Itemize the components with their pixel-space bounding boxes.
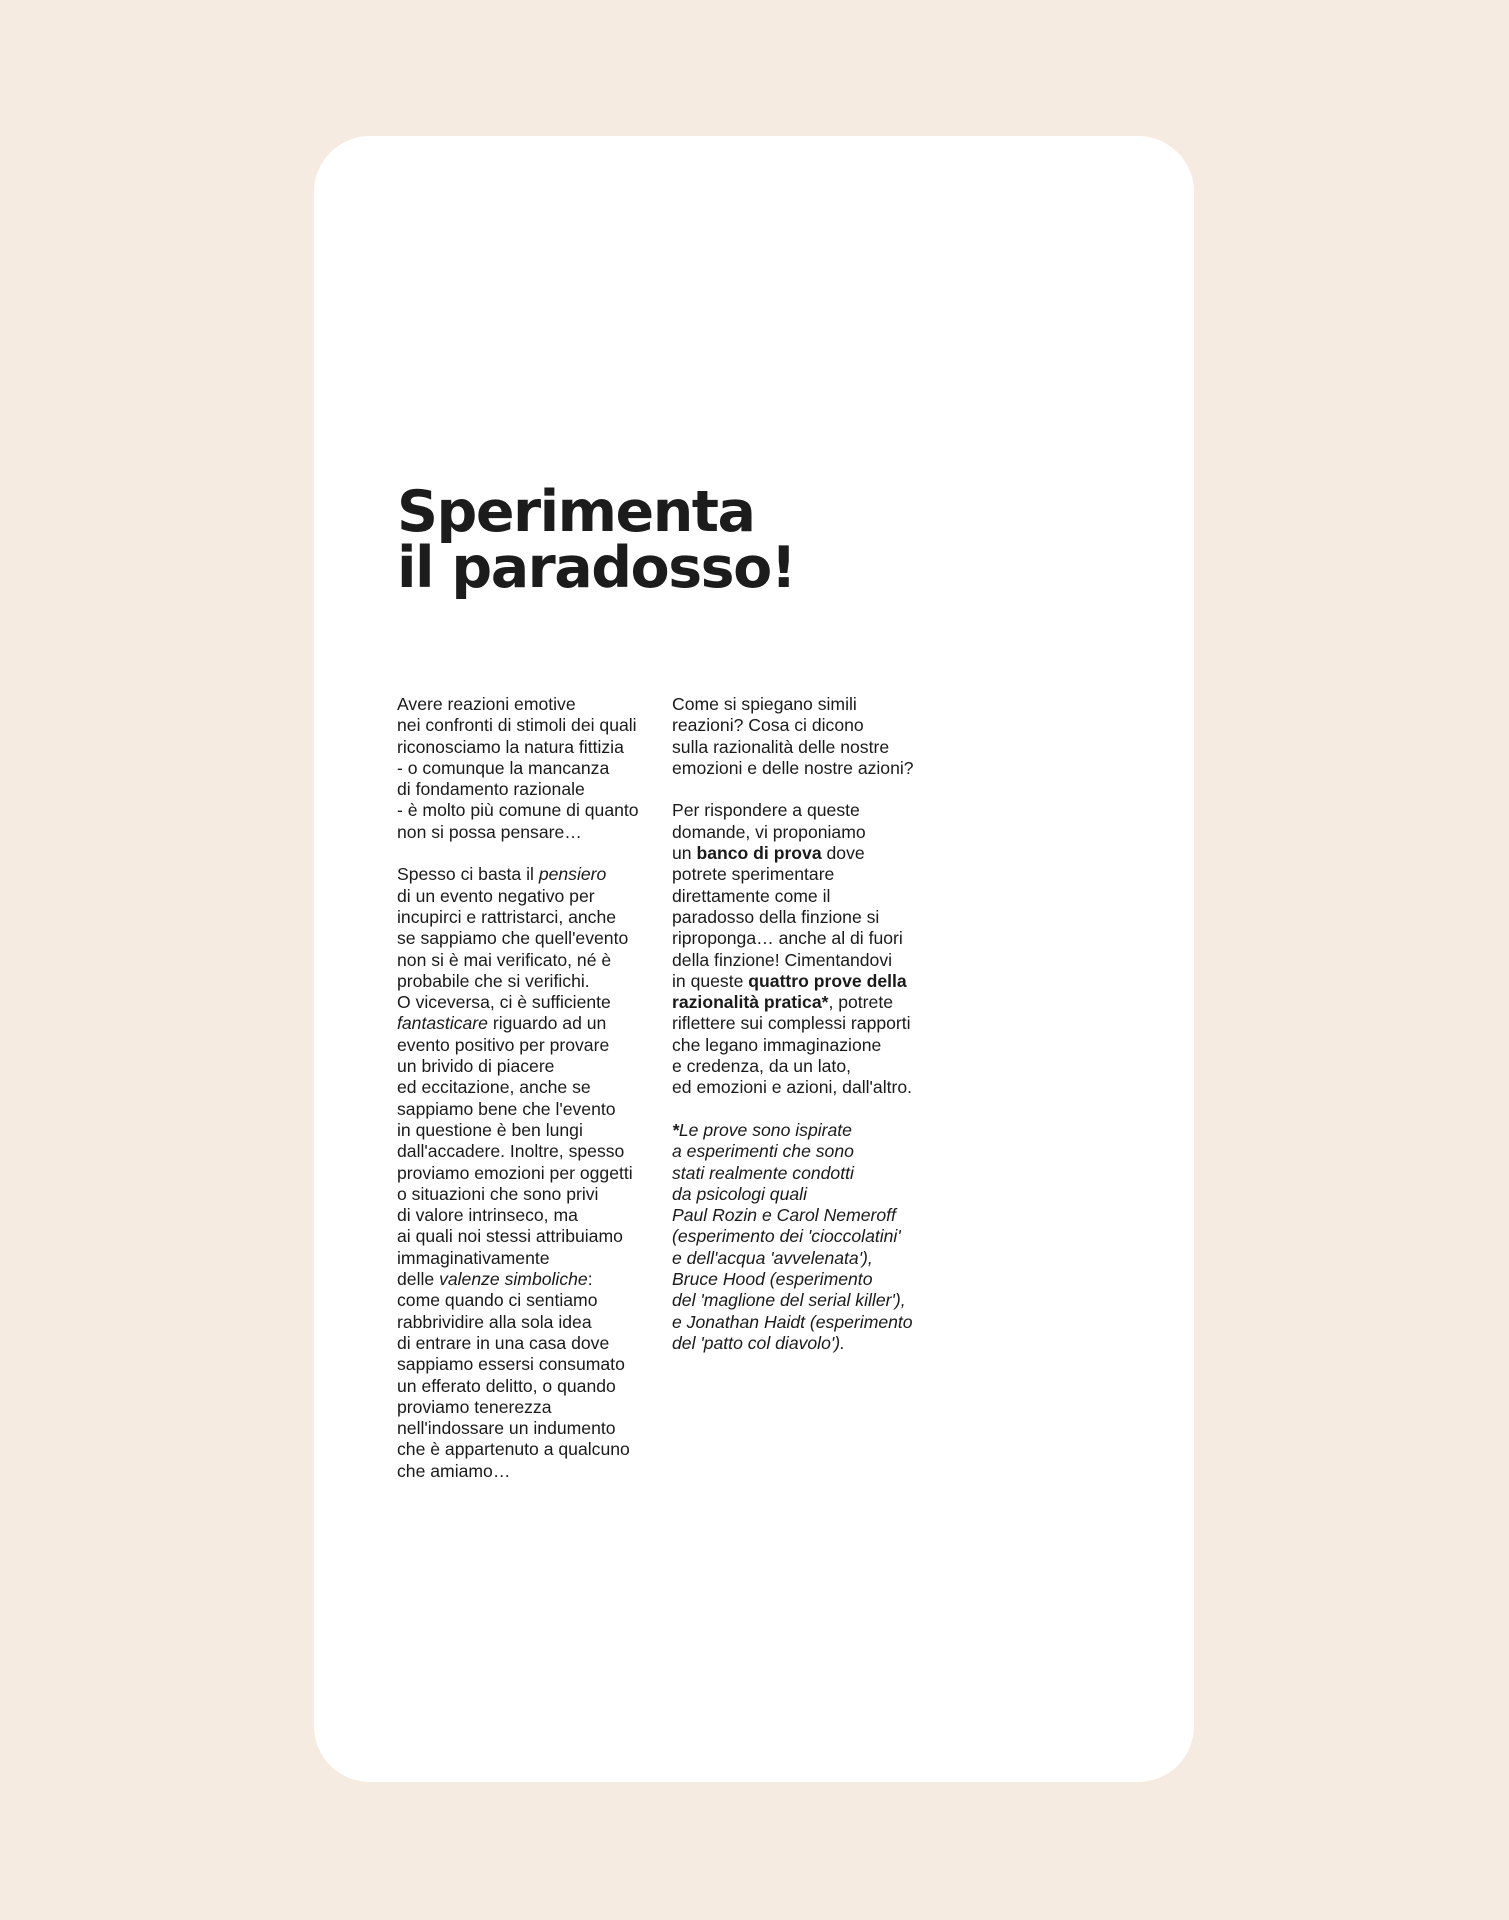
text-line: potrete sperimentare [672,864,835,885]
text-line: di fondamento razionale [397,779,585,800]
emphasis-valenze-simboliche: valenze simboliche [439,1269,588,1290]
text-line: se sappiamo che quell'evento [397,928,629,949]
text-line: non si è mai verificato, né è [397,949,612,970]
bold-razionalita-pratica: razionalità pratica* [672,992,829,1013]
text-line: ed emozioni e azioni, dall'altro. [672,1077,913,1098]
text-line: che legano immaginazione [672,1034,882,1055]
text-line [397,864,659,885]
text-line: riproponga… anche al di fuori [672,928,903,949]
text-line: paradosso della finzione si [672,906,880,927]
text-run: Spesso ci basta il [397,864,539,885]
text-line: come quando ci sentiamo [397,1290,598,1311]
text-line: da psicologi quali [672,1183,807,1204]
text-line: sappiamo bene che l'evento [397,1098,616,1119]
text-line: un brivido di piacere [397,1056,555,1077]
text-line: emozioni e delle nostre azioni? [672,757,914,778]
text-line: nei confronti di stimoli dei quali [397,715,637,736]
text-line: proviamo tenerezza [397,1396,552,1417]
emphasis-fantasticare: fantasticare [397,1013,488,1034]
text-line: di valore intrinseco, ma [397,1205,578,1226]
right-column [672,694,934,1376]
text-line: - o comunque la mancanza [397,757,610,778]
text-line: immaginativamente [397,1247,550,1268]
bold-quattro-prove: quattro prove della [748,970,907,991]
text-line: Bruce Hood (esperimento [672,1269,873,1290]
text-line: ai quali noi stessi attribuiamo [397,1226,623,1247]
text-line: riconosciamo la natura fittizia [397,736,624,757]
title-line-2: il paradosso! [397,535,796,601]
emphasis-pensiero: pensiero [538,864,607,885]
text-line: Avere reazioni emotive [397,694,576,714]
text-line: Come si spiegano simili [672,694,857,714]
text-line: del 'maglione del serial killer'), [672,1290,906,1311]
text-line: stati realmente condotti [672,1162,854,1183]
text-line: rabbrividire alla sola idea [397,1311,592,1332]
text-line: che è appartenuto a qualcuno [397,1439,630,1460]
footnote [672,1120,934,1354]
text-line: probabile che si verifichi. [397,970,590,991]
text-line: riflettere sui complessi rapporti [672,1013,911,1034]
text-run: in queste [672,970,749,991]
text-line: a esperimenti che sono [672,1141,854,1162]
text-line: e Jonathan Haidt (esperimento [672,1311,913,1332]
text-line: di entrare in una casa dove [397,1332,610,1353]
text-line: proviamo emozioni per oggetti [397,1162,633,1183]
text-run: riguardo ad un [487,1013,607,1034]
text-line: in questione è ben lungi [397,1119,583,1140]
questions-paragraph [672,694,934,779]
text-line: Per rispondere a queste [672,800,860,821]
text-line [672,971,934,992]
text-line: un efferato delitto, o quando [397,1375,616,1396]
text-line: dall'accadere. Inoltre, spesso [397,1141,625,1162]
text-line: sappiamo essersi consumato [397,1354,625,1375]
text-line: Paul Rozin e Carol Nemeroff [672,1205,896,1226]
text-line [672,992,934,1013]
text-run: Le prove sono ispirate [678,1119,852,1140]
text-line: della finzione! Cimentandovi [672,949,893,970]
text-line: e dell'acqua 'avvelenata'), [672,1247,873,1268]
text-line: O viceversa, ci è sufficiente [397,992,611,1013]
text-run: un [672,843,697,864]
text-line: di un evento negativo per [397,885,595,906]
text-line: - è molto più comune di quanto [397,800,639,821]
text-line: del 'patto col diavolo'). [672,1332,845,1353]
text-line: o situazioni che sono privi [397,1183,599,1204]
text-line: e credenza, da un lato, [672,1056,851,1077]
text-line: (esperimento dei 'cioccolatini' [672,1226,901,1247]
text-line: ed eccitazione, anche se [397,1077,591,1098]
bold-banco-di-prova: banco di prova [696,843,822,864]
text-line [397,1269,659,1290]
text-line: evento positivo per provare [397,1034,610,1055]
text-run: : [587,1269,593,1290]
text-line: sulla razionalità delle nostre [672,736,890,757]
footnote-asterisk: * [672,1119,679,1140]
intro-paragraph [397,694,659,843]
text-line [672,843,934,864]
page-title [397,479,796,601]
text-run: dove [821,843,865,864]
title-line-1: Sperimenta [397,479,755,545]
text-run: delle [397,1269,440,1290]
text-line: non si possa pensare… [397,821,582,842]
text-line: direttamente come il [672,885,831,906]
text-line: che amiamo… [397,1460,511,1481]
text-line: incupirci e rattristarci, anche [397,906,617,927]
text-line: reazioni? Cosa ci dicono [672,715,864,736]
text-line: domande, vi proponiamo [672,821,866,842]
text-line [397,1013,659,1034]
proposal-paragraph [672,800,934,1098]
examples-paragraph [397,864,659,1482]
text-line [672,1120,934,1141]
left-column [397,694,659,1503]
text-run: , potrete [828,992,894,1013]
text-line: nell'indossare un indumento [397,1418,616,1439]
